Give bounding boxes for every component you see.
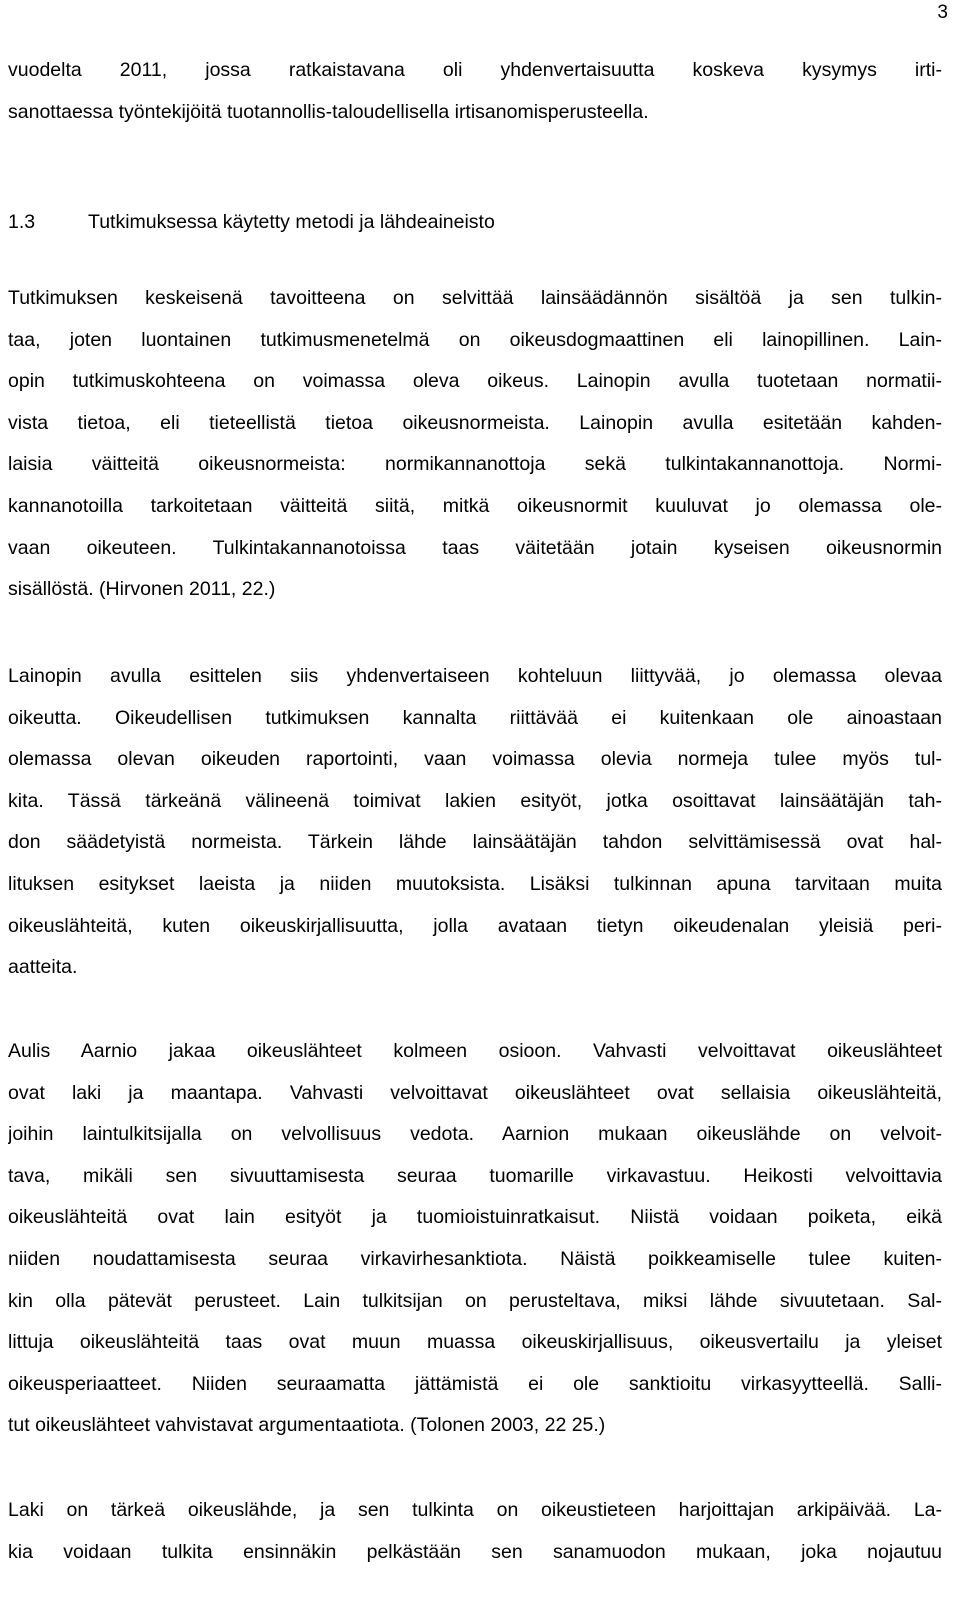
text-line: sisällöstä. (Hirvonen 2011, 22.) [8,578,276,601]
text-line: don säädetyistä normeista. Tärkein lähde lainsäätäjän tahdon selvittämisessä ovat hal- [8,831,942,854]
paragraph-sources [8,1031,942,1447]
text-line: vuodelta 2011, jossa ratkaistavana oli yhdenvertaisuutta koskeva kysymys irti- [8,59,942,81]
section-number: 1.3 [8,211,36,233]
text-line: ovat laki ja maantapa. Vahvasti velvoittavat oikeuslähteet ovat sellaisia oikeuslähteitä, [8,1081,942,1104]
text-line: Laki on tärkeä oikeuslähde, ja sen tulkinta on oikeustieteen harjoittajan arkipäivää. La- [8,1499,942,1521]
section-heading [8,210,495,234]
paragraph-method [8,278,942,611]
text-line: tut oikeuslähteet vahvistavat argumentaatiota. (Tolonen 2003, 22 25.) [8,1414,606,1437]
paragraph-law [8,1490,942,1573]
text-line: aatteita. [8,956,78,979]
text-line: vaan oikeuteen. Tulkintakannanotoissa taas väitetään jotain kyseisen oikeusnormin [8,536,942,559]
text-line: tava, mikäli sen sivuuttamisesta seuraa tuomarille virkavastuu. Heikosti velvoittavia [8,1164,942,1187]
paragraph-interpretation [8,656,942,989]
text-line: Tutkimuksen keskeisenä tavoitteena on selvittää lainsäädännön sisältöä ja sen tulkin- [8,287,942,309]
text-line: oikeusperiaatteet. Niiden seuraamatta jättämistä ei ole sanktioitu virkasyytteellä. Salli- [8,1372,942,1395]
text-line: olemassa olevan oikeuden raportointi, vaan voimassa olevia normeja tulee myös tul- [8,748,942,771]
text-line: kia voidaan tulkita ensinnäkin pelkästään sen sanamuodon mukaan, joka nojautuu [8,1540,942,1563]
text-line: opin tutkimuskohteena on voimassa oleva oikeus. Lainopin avulla tuotetaan normatii- [8,370,942,393]
text-line: taa, joten luontainen tutkimusmenetelmä on oikeusdogmaattinen eli lainopillinen. Lain- [8,328,942,351]
text-line: lituksen esitykset laeista ja niiden muutoksista. Lisäksi tulkinnan apuna tarvitaan muita [8,872,942,895]
text-line: littuja oikeuslähteitä taas ovat muun muassa oikeuskirjallisuus, oikeusvertailu ja yleiset [8,1331,942,1354]
section-title: Tutkimuksessa käytetty metodi ja lähdeaineisto [88,211,495,233]
text-line: sanottaessa työntekijöitä tuotannollis-taloudellisella irtisanomisperusteella. [8,100,649,123]
text-line: joihin laintulkitsijalla on velvollisuus vedota. Aarnion mukaan oikeuslähde on velvoit- [8,1123,942,1146]
text-line: kannanotoilla tarkoitetaan väitteitä siitä, mitkä oikeusnormit kuuluvat jo olemassa ole- [8,494,942,517]
text-line: oikeuslähteitä, kuten oikeuskirjallisuutta, jolla avataan tietyn oikeudenalan yleisiä peri- [8,914,942,937]
page-number: 3 [937,2,948,23]
text-line: laisia väitteitä oikeusnormeista: normikannanottoja sekä tulkintakannanottoja. Normi- [8,453,942,476]
text-line: kita. Tässä tärkeänä välineenä toimivat lakien esityöt, jotka osoittavat lainsäätäjän tah- [8,789,942,812]
text-line: oikeuslähteitä ovat lain esityöt ja tuomioistuinratkaisut. Niistä voidaan poiketa, eikä [8,1206,942,1229]
text-line: Lainopin avulla esittelen siis yhdenvertaiseen kohteluun liittyvää, jo olemassa olevaa [8,665,942,687]
text-line: oikeutta. Oikeudellisen tutkimuksen kannalta riittävää ei kuitenkaan ole ainoastaan [8,706,942,729]
text-line: kin olla pätevät perusteet. Lain tulkitsijan on perusteltava, miksi lähde sivuutetaan. Sal- [8,1289,942,1312]
continuation-paragraph [8,50,942,133]
text-line: Aulis Aarnio jakaa oikeuslähteet kolmeen osioon. Vahvasti velvoittavat oikeuslähteet [8,1040,942,1062]
text-line: niiden noudattamisesta seuraa virkavirhesanktiota. Näistä poikkeamiselle tulee kuiten- [8,1247,942,1270]
text-line: vista tietoa, eli tieteellistä tietoa oikeusnormeista. Lainopin avulla esitetään kahden- [8,411,942,434]
